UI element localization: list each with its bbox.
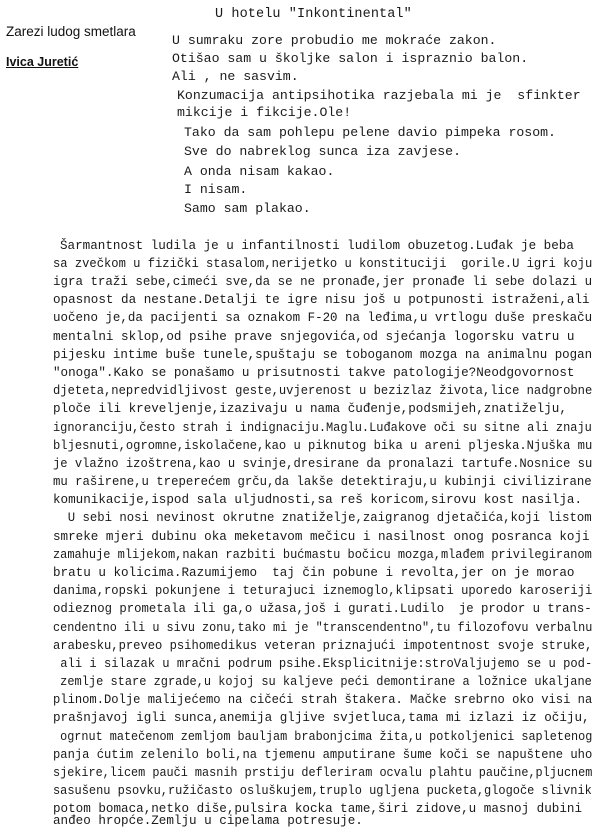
poem-line: Otišao sam u školjke salon i ispraznio balon. [172,51,529,66]
prose-line: bratu u kolicima.Razumijemo taj čin pobune i revolta,jer on je morao [53,566,575,580]
poem-line: mikcije i fikcije.Ole! [177,105,352,120]
prose-line: "onoga".Kako se ponašamo u prisutnosti takve patologije?Neodgovornost [53,366,575,380]
prose-line: djeteta,nepredvidljivost geste,uvjerenost u bezizlaz života,lice nadgrobne [53,384,593,398]
poem-line: U sumraku zore probudio me mokraće zakon. [172,33,497,48]
prose-line: ignoranciju,često strah i indignaciju.Maglu.Luđakove oči su sitne ali znaju [53,421,592,435]
prose-line: potom bomaca,netko diše,pulsira kocka tame,širi zidove,u masnoj dubini [53,802,583,816]
prose-line: plinom.Dolje malijećemo na cičeći strah štakera. Mačke srebrno oko visi na [53,693,593,707]
poem-line: Tako da sam pohlepu pelene davio pimpeka rosom. [184,125,556,140]
source-title: Zarezi ludog smetlara [6,24,136,39]
prose-line: zamahuje mlijekom,nakan razbiti bućmastu bočicu mozga,mlađem privilegiranom [53,548,592,562]
poem-line: I nisam. [184,182,248,197]
poem-line: Sve do nabreklog sunca iza zavjese. [184,144,461,159]
prose-line: ogrnut matečenom zemljom bauljam brabonjcima žita,u potkoljenici sapletenog [53,730,593,744]
poem-line: Samo sam plakao. [184,201,311,216]
prose-line: je vlažno izoštrena,kao u svinje,dresirane da pronalazi tartufe.Nosnice su [53,457,593,471]
prose-line: zemlje stare zgrade,u kojoj su kaljeve peći demontirane a ložnice ukaljane [53,675,592,689]
prose-line: komunikacije,ispod sala uljudnosti,sa reš koricom,sirovu kost nasilja. [53,493,583,507]
author-name: Ivica Juretić [6,55,79,69]
prose-line: smreke mjeri dubinu oka meketavom mečicu i nasilnost onog posranca koji [53,530,590,544]
prose-line: danima,ropski pokunjene i teturajuci iznemoglo,klipsati uporedo karoseriji [53,584,593,598]
prose-line: prašnjavoj igli sunca,anemija gljive svjetluca,tama mi izlazi iz očiju, [53,711,590,725]
prose-line: bljesnuti,ogromne,iskolačene,kao u piknutog bika u areni pljeska.Njuška mu [53,439,593,453]
prose-line: ali i silazak u mračni podrum psihe.Eksplicitnije:stroValjujemo se u pod- [53,657,593,671]
poem-title: U hotelu "Inkontinental" [215,7,412,22]
prose-line: mentalni sklop,od psihe prave snjegovića,od sjećanja logorsku vatru u [53,330,575,344]
poem-line: Ali , ne sasvim. [172,69,299,84]
prose-line: Šarmantnost ludila je u infantilnosti ludilom obuzetog.Luđak je beba [60,239,574,253]
prose-line: sa zvečkom u fizički stasalom,nerijetko u konstituciji gorile.U igri koju [53,257,593,271]
prose-line: igra traži sebe,cimeći sve,da se ne pronađe,jer pronađe li sebe dolazi u [53,275,593,289]
prose-line: ploče ili kreveljenje,izazivaju u nama čuđenje,podsmijeh,znatiželju, [53,402,567,416]
poem-line: Konzumacija antipsihotika razjebala mi je sfinkter [177,88,581,103]
prose-line: opasnost da nestane.Detalji te igre nisu još u potpunosti istraženi,ali [53,293,590,307]
prose-line: cendentno ili u sivu zonu,tako mi je "transcendentno",tu filozofovu verbalnu [53,621,593,635]
prose-line: odieznog prometala ili ga,o užasa,još i gurati.Ludilo je prodor u trans- [53,602,592,616]
prose-line: panja ćutim zelenilo boli,na tjemenu amputirane šume koči se napuštene uho [53,748,593,762]
prose-line: uočeno je,da pacijenti sa oznakom F-20 na leđima,u vrtlogu duše preskaču [53,311,593,325]
prose-line: anđeo hropće.Zemlju u cipelama potresuje. [53,814,363,828]
poem-line: A onda nisam kakao. [184,164,335,179]
prose-line: U sebi nosi nevinost okrutne znatiželje,zaigranog djetačića,koji listom [53,511,592,525]
prose-line: mu raširene,u treperećem grču,da lakše detektiraju,u kubinji civilizirane [53,475,592,489]
prose-line: arabesku,preveo psihomedikus veteran priznajući impotentnost svoje struke, [53,639,593,653]
prose-line: sasušenu psovku,ružičasto osluškujem,truplo ugljena pucketa,glogoče slivnik [53,784,592,798]
poem [0,0,600,230]
prose-line: sjekire,licem pauči masnih prstiju defleriram ocvalu plahtu paučine,pljucnem [53,766,593,780]
prose-line: pijesku intime buše tunele,spuštaju se toboganom mozga na animalnu pogan [53,348,593,362]
